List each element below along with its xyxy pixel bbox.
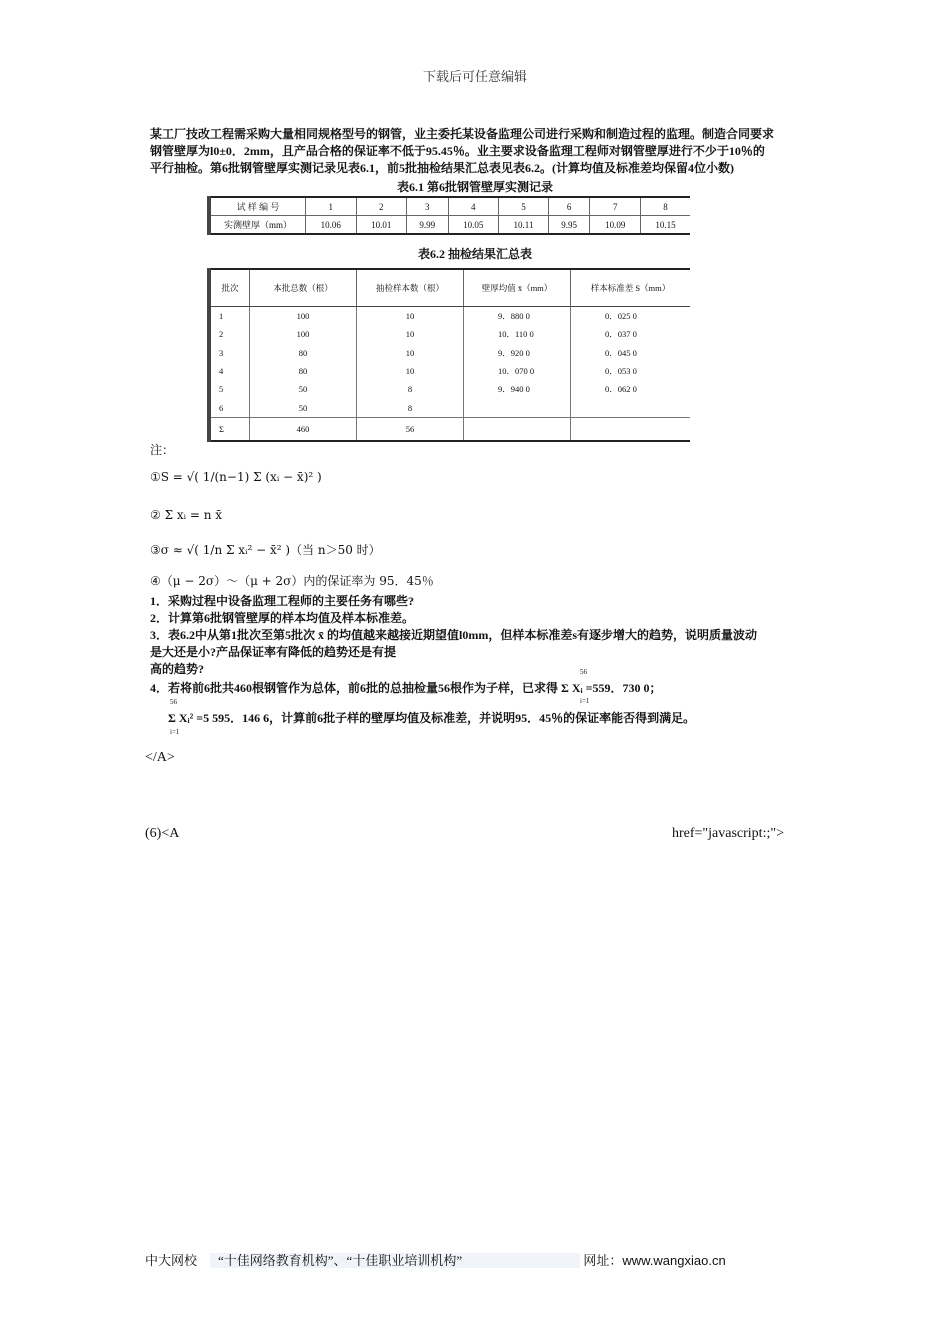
table-cell: 9.99 bbox=[407, 216, 449, 235]
table-cell: 3 bbox=[209, 344, 250, 362]
table-cell: 10.15 bbox=[640, 216, 690, 235]
table-cell: 0．025 0 bbox=[605, 311, 637, 322]
table-cell: 460 bbox=[250, 417, 357, 441]
table-cell: 6 bbox=[209, 398, 250, 417]
table-cell: 10.05 bbox=[448, 216, 499, 235]
table-cell: 1 bbox=[209, 307, 250, 326]
table-cell: 8 bbox=[357, 398, 464, 417]
table-cell: 9．940 0 bbox=[464, 380, 571, 398]
table-cell: 0．045 0 bbox=[605, 347, 637, 358]
table-row bbox=[209, 344, 690, 362]
footer-slogan: “十佳网络教育机构”、“十佳职业培训机构” bbox=[210, 1253, 580, 1268]
table-cell: 4 bbox=[448, 197, 499, 216]
question-line: 是大还是小?产品保证率有降低的趋势还是有提 bbox=[150, 645, 397, 659]
formula-guarantee-rate: ④（μ − 2σ）～（μ + 2σ）内的保证率为 95．45％ bbox=[150, 574, 434, 588]
table-cell: 6 bbox=[548, 197, 590, 216]
question-line: 高的趋势? bbox=[150, 662, 205, 676]
question-line: 2．计算第6批钢管壁厚的样本均值及样本标准差。 bbox=[150, 611, 415, 625]
table1-caption: 表6.1 第6批钢管壁厚实测记录 bbox=[396, 180, 553, 194]
notes-label: 注： bbox=[150, 443, 175, 457]
formula-sum: ② Σ xᵢ = n x̄ bbox=[150, 508, 223, 522]
table-cell: Σ bbox=[209, 417, 250, 441]
column-header: 批次 bbox=[209, 269, 250, 307]
table-cell: 56 bbox=[357, 417, 464, 441]
table-cell: 80 bbox=[250, 362, 357, 380]
footer-url: 网址：www.wangxiao.cn bbox=[583, 1253, 726, 1268]
table-cell bbox=[464, 417, 571, 441]
table-cell: 50 bbox=[250, 380, 357, 398]
inspection-summary-table bbox=[207, 268, 690, 442]
table-header-row bbox=[209, 269, 690, 307]
table-row bbox=[209, 362, 690, 380]
table-cell: 3 bbox=[407, 197, 449, 216]
table-cell: 10.09 bbox=[590, 216, 641, 235]
table-cell: 8 bbox=[357, 380, 464, 398]
intro-paragraph bbox=[150, 126, 800, 177]
table-cell: 10 bbox=[357, 307, 464, 326]
table-cell: 0．062 0 bbox=[605, 384, 637, 395]
table-cell: 8 bbox=[640, 197, 690, 216]
column-header: 本批总数（根） bbox=[250, 269, 357, 307]
table-cell: 9.95 bbox=[548, 216, 590, 235]
table-cell: 10．070 0 bbox=[464, 362, 571, 380]
table-cell: 0．037 0 bbox=[605, 329, 637, 340]
question-line: 1．采购过程中设备监理工程师的主要任务有哪些? bbox=[150, 594, 415, 608]
table-cell: 5 bbox=[499, 197, 549, 216]
table-cell bbox=[571, 398, 691, 417]
sum-lower-limit: i=1 bbox=[580, 697, 590, 705]
question-line: 3．表6.2中从第1批次至第5批次 x̄ 的均值越来越接近期望值l0mm，但样本标准差s有逐步增大的趋势，说明质量波动 bbox=[150, 628, 758, 642]
table-row bbox=[209, 325, 690, 343]
stray-html-text: href="javascript:;"> bbox=[672, 826, 784, 841]
table-cell: 4 bbox=[209, 362, 250, 380]
table-cell: 0．053 0 bbox=[605, 366, 637, 377]
table-sum-row bbox=[209, 417, 690, 441]
sum-lower-limit: i=1 bbox=[170, 728, 180, 736]
footer-brand: 中大网校 bbox=[145, 1253, 198, 1268]
column-header: 壁厚均值 x̄（mm） bbox=[464, 269, 571, 307]
table-cell: 实测壁厚（mm） bbox=[209, 216, 306, 235]
table-cell: 10.01 bbox=[356, 216, 407, 235]
table-cell: 10 bbox=[357, 362, 464, 380]
table-cell: 10 bbox=[357, 344, 464, 362]
sum-upper-limit: 56 bbox=[170, 698, 177, 706]
table-cell: 1 bbox=[306, 197, 357, 216]
table-cell: 10.11 bbox=[499, 216, 549, 235]
stray-html-text: (6)<A bbox=[145, 826, 180, 841]
table-row bbox=[209, 398, 690, 417]
column-header: 抽检样本数（根） bbox=[357, 269, 464, 307]
table-cell: 5 bbox=[209, 380, 250, 398]
table-row bbox=[209, 197, 690, 216]
table-cell: 50 bbox=[250, 398, 357, 417]
column-header: 样本标准差 S（mm） bbox=[571, 269, 691, 307]
table-cell bbox=[571, 417, 691, 441]
table-row bbox=[209, 216, 690, 235]
table-cell: 100 bbox=[250, 307, 357, 326]
table-cell: 100 bbox=[250, 325, 357, 343]
table-cell: 10．110 0 bbox=[464, 325, 571, 343]
table-cell: 9．920 0 bbox=[464, 344, 571, 362]
table-cell: 试 样 编 号 bbox=[209, 197, 306, 216]
question-line: Σ Xᵢ² =5 595．146 6，计算前6批子样的壁厚均值及标准差，并说明95．45％的保证率能否得到满足。 bbox=[168, 711, 696, 725]
table-cell bbox=[464, 398, 571, 417]
table2-caption: 表6.2 抽检结果汇总表 bbox=[417, 247, 532, 261]
page-header: 下载后可任意编辑 bbox=[422, 69, 527, 84]
intro-line: 平行抽检。第6批钢管壁厚实测记录见表6.1，前5批抽检结果汇总表见表6.2。(计算均值及标准差均保留4位小数) bbox=[150, 161, 734, 175]
table-cell: 80 bbox=[250, 344, 357, 362]
table-cell: 10 bbox=[357, 325, 464, 343]
page-footer bbox=[145, 1250, 845, 1269]
formula-sigma: ③σ ≈ √( 1/n Σ xᵢ² − x̄² )（当 n＞50 时） bbox=[150, 543, 381, 557]
table-row bbox=[209, 380, 690, 398]
intro-line: 钢管壁厚为l0±0．2mm，且产品合格的保证率不低于95.45％。业主要求设备监理工程师对钢管壁厚进行不少于10％的 bbox=[150, 144, 765, 158]
table-cell: 2 bbox=[356, 197, 407, 216]
stray-html-text: </A> bbox=[145, 750, 175, 765]
table-cell: 9．880 0 bbox=[464, 307, 571, 326]
intro-line: 某工厂技改工程需采购大量相同规格型号的钢管，业主委托某设备监理公司进行采购和制造过程的监理。制造合同要求 bbox=[150, 127, 775, 141]
table-cell: 10.06 bbox=[306, 216, 357, 235]
sum-upper-limit: 56 bbox=[580, 668, 587, 676]
question-list bbox=[150, 593, 800, 678]
formula-std-dev: ①S = √( 1/(n−1) Σ (xᵢ − x̄)² ) bbox=[150, 470, 322, 484]
table-cell: 2 bbox=[209, 325, 250, 343]
table-row bbox=[209, 307, 690, 326]
table-cell: 7 bbox=[590, 197, 641, 216]
question-line: 4．若将前6批共460根钢管作为总体，前6批的总抽检量56根作为子样，已求得 Σ Xᵢ =559．730 0； bbox=[150, 681, 662, 695]
thickness-record-table bbox=[207, 196, 690, 235]
